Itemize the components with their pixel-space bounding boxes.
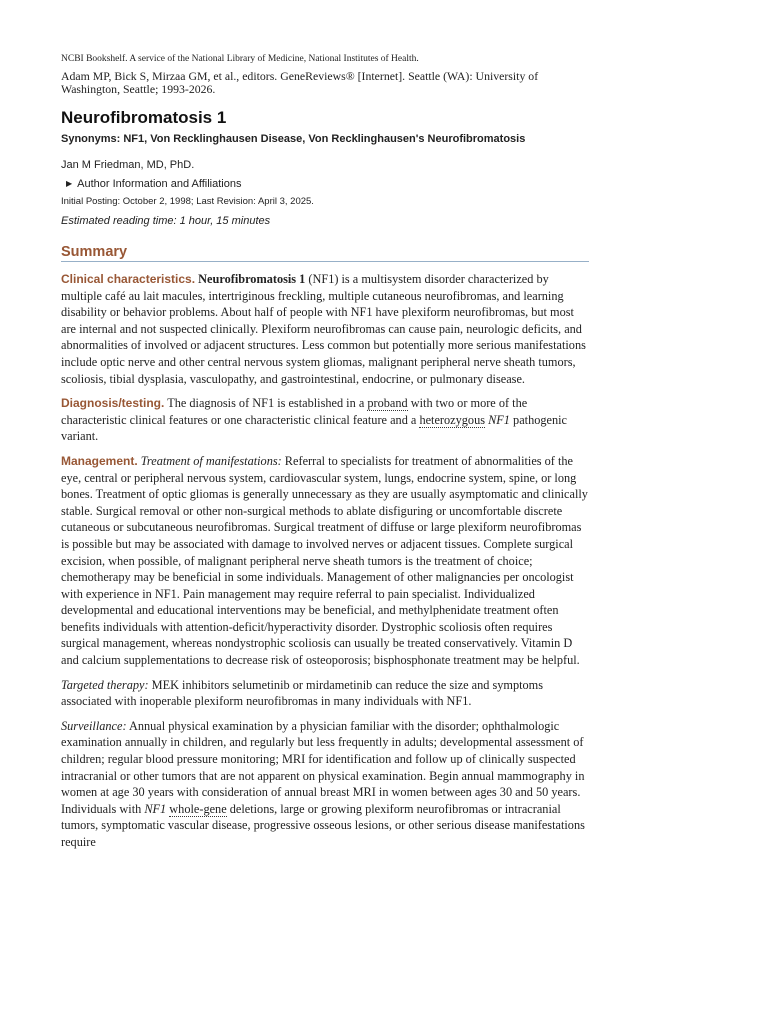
page-title: Neurofibromatosis 1 <box>61 108 227 127</box>
gene-name: NF1 <box>488 412 510 427</box>
author-affiliations-toggle[interactable] <box>66 178 589 190</box>
reading-time: Estimated reading time: 1 hour, 15 minutes <box>61 215 271 227</box>
disorder-name: Neurofibromatosis 1 <box>198 272 306 286</box>
targeted-therapy-text: MEK inhibitors selumetinib or mirdametinib can reduce the size and symptoms associated with inoperable plexiform neurofibromas in many individuals with NF1. <box>61 677 544 709</box>
management-label: Management. <box>61 453 138 468</box>
clinical-characteristics-label: Clinical characteristics. <box>61 272 196 286</box>
targeted-therapy-subhead: Targeted therapy: <box>61 677 149 692</box>
surveillance-text-3: deletions, large or growing plexiform neurofibromas or intracranial tumors, symptomatic vascular disease, progressive osseous lesions, or other serious disease manifestations require <box>61 801 585 849</box>
treatment-subhead: Treatment of manifestations: <box>140 453 282 468</box>
glossary-link-whole-gene[interactable]: whole-gene <box>169 801 227 816</box>
diagnosis-testing-paragraph <box>61 395 589 445</box>
diagnosis-testing-label: Diagnosis/testing. <box>61 396 165 411</box>
clinical-characteristics-text: (NF1) is a multisystem disorder characterized by multiple café au lait macules, intertriginous freckling, multiple cutaneous neurofibromas, and learning disability or behavior problems. About half of people with NF1 have plexiform neurofibromas, but most are internal and not suspected clinically. Plexiform neurofibromas can cause pain, neurologic deficits, and abnormalities of involved or adjacent structures. Less common but potentially more serious manifestations include optic nerve and other central nervous system gliomas, malignant peripheral nerve sheath tumors, scoliosis, tibial dysplasia, vasculopathy, and gastrointestinal, endocrine, or pulmonary disease. <box>61 272 586 386</box>
ncbi-bookshelf-line: NCBI Bookshelf. A service of the National Library of Medicine, National Institutes of Health. <box>61 54 419 64</box>
author-affiliations-label: Author Information and Affiliations <box>77 178 242 190</box>
clinical-characteristics-paragraph <box>61 271 589 387</box>
surveillance-paragraph <box>61 718 589 851</box>
author: Jan M Friedman, MD, PhD. <box>61 159 195 171</box>
diagnosis-text-1: The diagnosis of NF1 is established in a <box>164 396 368 411</box>
gene-name: NF1 <box>144 801 167 816</box>
targeted-therapy-paragraph <box>61 677 589 710</box>
management-paragraph <box>61 453 589 669</box>
article-content <box>61 54 589 859</box>
glossary-link-proband[interactable]: proband <box>367 396 408 411</box>
diagnosis-text-2: with two or more of the characteristic clinical features or one characteristic clinical feature and a <box>61 396 528 427</box>
summary-heading: Summary <box>61 244 589 262</box>
synonyms: Synonyms: NF1, Von Recklinghausen Disease, Von Recklinghausen's Neurofibromatosis <box>61 133 526 145</box>
surveillance-subhead: Surveillance: <box>61 718 127 733</box>
citation: Adam MP, Bick S, Mirzaa GM, et al., editors. GeneReviews® [Internet]. Seattle (WA): University of Washington, Seattle; 1993-2026. <box>61 69 539 96</box>
glossary-link-heterozygous[interactable]: heterozygous <box>419 412 486 427</box>
surveillance-text-1: Annual physical examination by a physician familiar with the disorder; ophthalmologic examination annually in children, and regularly but less frequently in adults; developmental assessment of children; regular blood pressure monitoring; MRI for identification and follow up of clinically suspected intracranial or other tumors that are not apparent on physical examination. Begin annual mammography in women at age 30 years with consideration of annual breast MRI in women between ages 30 and 50 years. Individuals with <box>61 718 585 816</box>
caret-right-icon: ▶ <box>66 179 73 188</box>
diagnosis-text-4: pathogenic variant. <box>61 412 567 444</box>
posting-dates: Initial Posting: October 2, 1998; Last Revision: April 3, 2025. <box>61 196 314 207</box>
management-text: Referral to specialists for treatment of abnormalities of the eye, central or peripheral nervous system, cardiovascular system, lungs, endocrine system, spine, or long bones. Treatment of optic gliomas is generally unnecessary as they are usually asymptomatic and clinically stable. Surgical removal or other non-surgical methods to ablate disfiguring or uncomfortable discrete cutaneous or subcutaneous neurofibromas. Surgical treatment of diffuse or large plexiform neurofibromas is possible but may be associated with damage to involved nerves or adjacent tissues. Complete surgical excision, when possible, of malignant peripheral nerve sheath tumors is the treatment of choice; chemotherapy may be beneficial in some individuals. Management of other malignancies per oncologist with experience in NF1. Pain management may require referral to pain specialist. Individualized developmental and educational interventions may be beneficial, and methylphenidate treatment often benefits individuals with attention-deficit/hyperactivity disorder. Dystrophic scoliosis often requires surgical management, whereas nondystrophic scoliosis can usually be treated conservatively. Vitamin D and calcium supplementations to decrease risk of osteoporosis; bisphosphonate treatment may be helpful. <box>61 453 588 668</box>
